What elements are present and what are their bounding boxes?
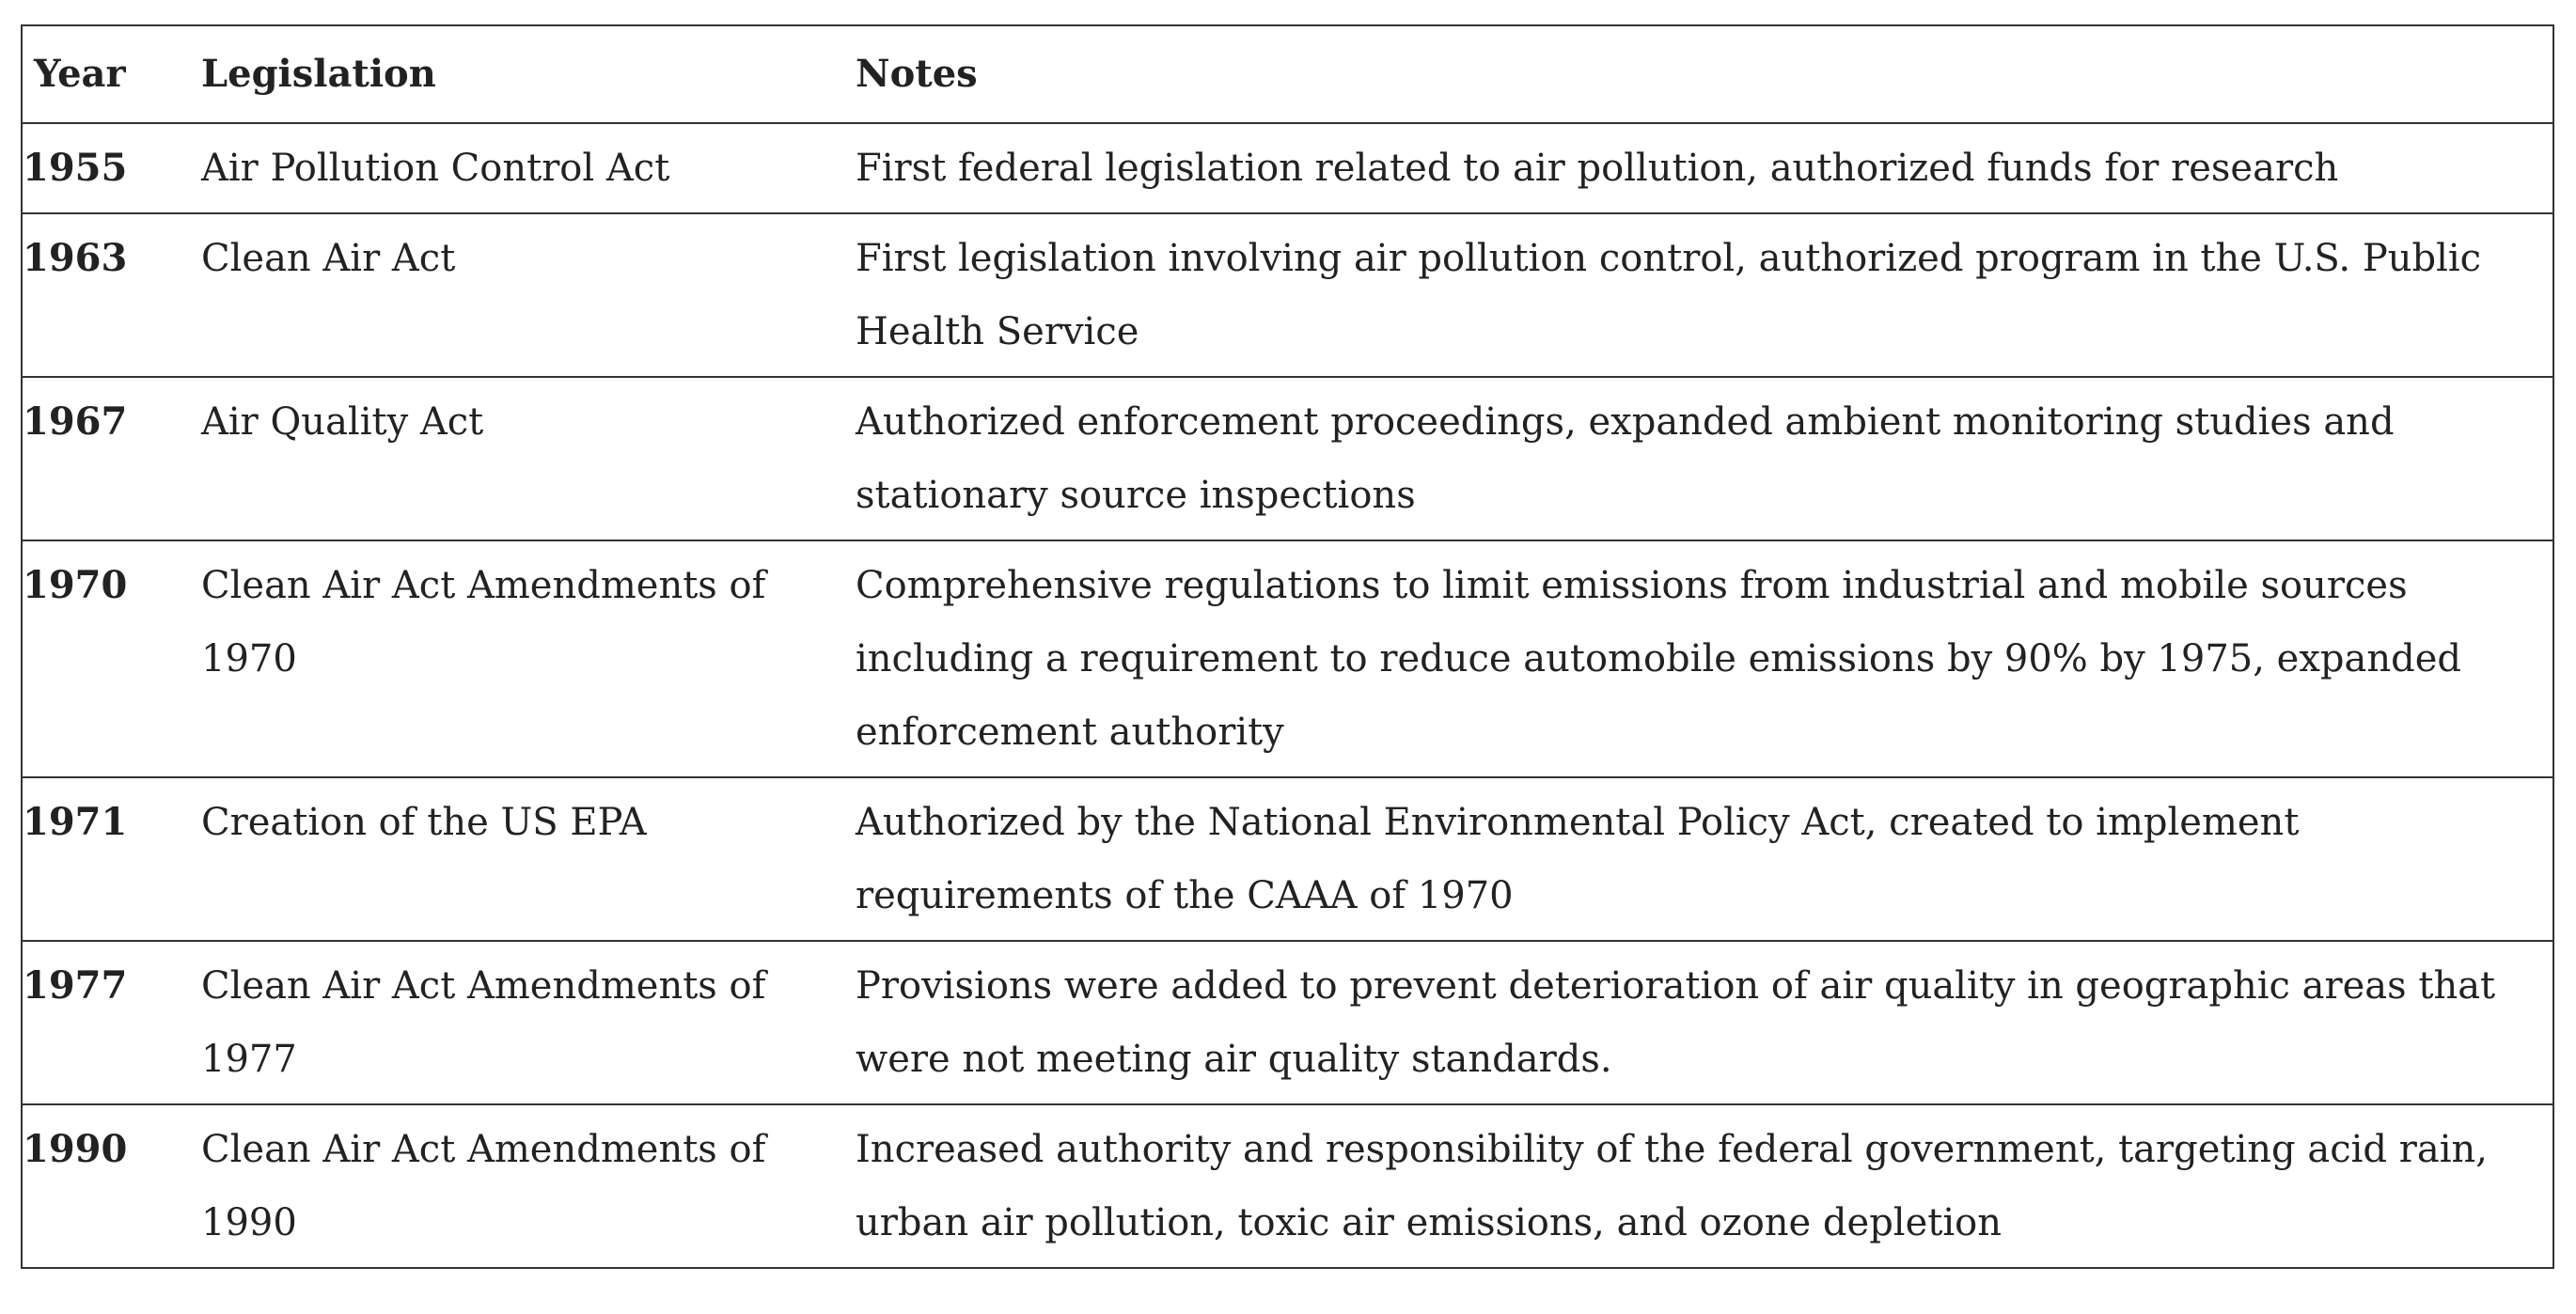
header-row xyxy=(22,25,2553,123)
row-year: 1990 xyxy=(23,1127,128,1171)
row-year: 1971 xyxy=(23,800,128,844)
row-notes: First federal legislation related to air pollution, authorized funds for research xyxy=(856,147,2339,190)
row-year: 1963 xyxy=(23,236,128,280)
row-legislation: Air Quality Act xyxy=(201,400,484,444)
header-year: Year xyxy=(34,52,126,96)
row-year: 1970 xyxy=(23,563,128,607)
legislation-table xyxy=(21,24,2554,1269)
row-year: 1955 xyxy=(23,146,128,190)
row-notes: Authorized by the National Environmental Policy Act, created to implement requirements of the CAAA of 1970 xyxy=(856,801,2300,917)
row-year: 1977 xyxy=(23,963,128,1008)
table-body xyxy=(22,123,2553,1268)
row-notes: First legislation involving air pollution control, authorized program in the U.S. Public Health Service xyxy=(856,237,2482,353)
table-row xyxy=(22,777,2553,941)
row-notes: Authorized enforcement proceedings, expanded ambient monitoring studies and stationary source inspections xyxy=(856,400,2395,517)
row-legislation: Air Pollution Control Act xyxy=(201,147,670,190)
table-row xyxy=(22,1104,2553,1268)
row-legislation: Clean Air Act Amendments of 1977 xyxy=(201,964,766,1081)
header-legislation: Legislation xyxy=(201,52,436,96)
row-year: 1967 xyxy=(23,399,128,444)
row-legislation: Creation of the US EPA xyxy=(201,801,647,844)
table-row xyxy=(22,941,2553,1104)
table-row xyxy=(22,540,2553,777)
table-row xyxy=(22,377,2553,540)
header-notes: Notes xyxy=(856,52,978,96)
row-notes: Increased authority and responsibility of the federal government, targeting acid rain, urban air pollution, toxic air emissions, and ozone depletion xyxy=(856,1128,2488,1244)
table-header xyxy=(22,25,2553,123)
row-legislation: Clean Air Act xyxy=(201,237,456,280)
table-row xyxy=(22,123,2553,213)
table-row xyxy=(22,213,2553,377)
row-notes: Comprehensive regulations to limit emissions from industrial and mobile sources including a requirement to reduce automobile emissions by 90% by 1975, expanded enforcement authority xyxy=(856,564,2461,754)
row-legislation: Clean Air Act Amendments of 1990 xyxy=(201,1128,766,1244)
row-notes: Provisions were added to prevent deterioration of air quality in geographic areas that were not meeting air quality standards. xyxy=(856,964,2496,1081)
row-legislation: Clean Air Act Amendments of 1970 xyxy=(201,564,766,680)
